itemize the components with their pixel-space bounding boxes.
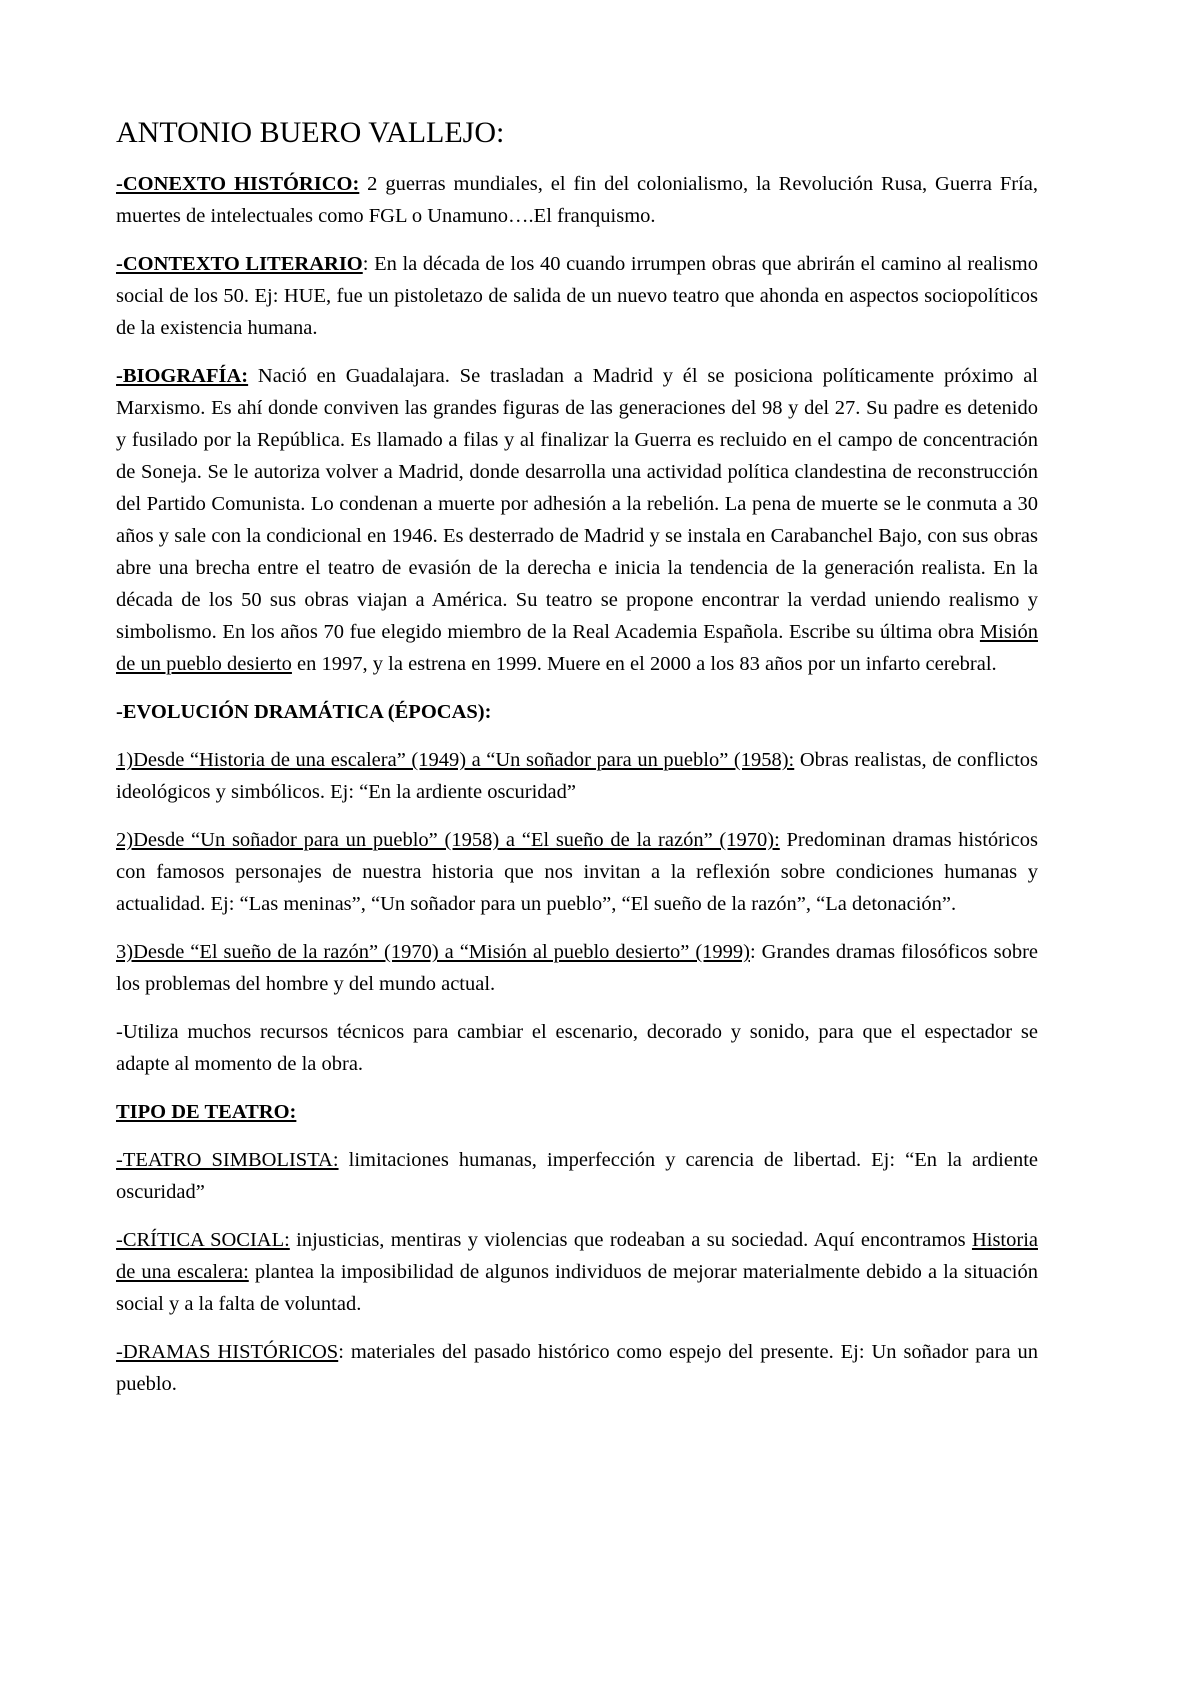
paragraph-epoca-3 xyxy=(116,936,1038,1000)
paragraph-contexto-historico xyxy=(116,168,1038,232)
paragraph-teatro-simbolista xyxy=(116,1144,1038,1208)
critica-social-text-after: plantea la imposibilidad de algunos individuos de mejorar materialmente debido a la situación social y a la falta de voluntad. xyxy=(116,1261,1039,1315)
critica-social-text-before: injusticias, mentiras y violencias que rodeaban a su sociedad. Aquí encontramos xyxy=(289,1229,972,1251)
tipo-teatro-heading xyxy=(116,1096,1038,1128)
biografia-label: -BIOGRAFÍA: xyxy=(116,365,249,387)
critica-social-label: -CRÍTICA SOCIAL: xyxy=(116,1229,290,1251)
paragraph-epoca-2 xyxy=(116,824,1038,920)
epoca-3-label: 3)Desde “El sueño de la razón” (1970) a “Misión al pueblo desierto” (1999) xyxy=(116,941,750,963)
paragraph-biografia xyxy=(116,360,1038,680)
document-body xyxy=(116,112,1038,1416)
paragraph-contexto-literario xyxy=(116,248,1038,344)
epoca-3-text: : Grandes dramas filosóficos sobre los problemas del hombre y del mundo actual. xyxy=(116,941,1038,995)
document-title: ANTONIO BUERO VALLEJO: xyxy=(116,116,505,149)
epoca-1-label: 1)Desde “Historia de una escalera” (1949) a “Un soñador para un pueblo” (1958): xyxy=(116,749,795,771)
epoca-2-label: 2)Desde “Un soñador para un pueblo” (1958) a “El sueño de la razón” (1970): xyxy=(116,829,780,851)
tipo-teatro-heading-text: TIPO DE TEATRO: xyxy=(116,1101,297,1123)
contexto-historico-label: -CONEXTO HISTÓRICO: xyxy=(116,173,360,195)
dramas-historicos-text: : materiales del pasado histórico como espejo del presente. Ej: Un soñador para un pueblo. xyxy=(116,1341,1038,1395)
teatro-simbolista-label: -TEATRO SIMBOLISTA: xyxy=(116,1149,339,1171)
teatro-simbolista-text: limitaciones humanas, imperfección y carencia de libertad. Ej: “En la ardiente oscuridad” xyxy=(116,1149,1039,1203)
epoca-2-text: Predominan dramas históricos con famosos personajes de nuestra historia que nos invitan a la reflexión sobre condiciones humanas y actualidad. Ej: “Las meninas”, “Un soñador para un pueblo”, “El sueño de la razón”, “La detonación”. xyxy=(116,829,1039,915)
epoca-1-text: Obras realistas, de conflictos ideológicos y simbólicos. Ej: “En la ardiente oscuridad” xyxy=(116,749,1038,803)
biografia-text-before: Nació en Guadalajara. Se trasladan a Madrid y él se posiciona políticamente próximo al Marxismo. Es ahí donde conviven las grandes figuras de las generaciones del 98 y del 27. Su padre es detenido y fusilado por la República. Es llamado a filas y al finalizar la Guerra es recluido en el campo de concentración de Soneja. Se le autoriza volver a Madrid, donde desarrolla una actividad política clandestina de reconstrucción del Partido Comunista. Lo condenan a muerte por adhesión a la rebelión. La pena de muerte se le conmuta a 30 años y sale con la condicional en 1946. Es desterrado de Madrid y se instala en Carabanchel Bajo, con sus obras abre una brecha entre el teatro de evasión de la derecha e inicia la tendencia de la generación realista. En la década de los 50 sus obras viajan a América. Su teatro se propone encontrar la verdad uniendo realismo y simbolismo. En los años 70 fue elegido miembro de la Real Academia Española. Escribe su última obra xyxy=(116,365,1038,643)
evolucion-heading-text: -EVOLUCIÓN DRAMÁTICA (ÉPOCAS): xyxy=(116,701,492,723)
dramas-historicos-label: -DRAMAS HISTÓRICOS xyxy=(116,1341,339,1363)
paragraph-critica-social xyxy=(116,1224,1038,1320)
evolucion-heading xyxy=(116,696,1038,728)
contexto-historico-text: 2 guerras mundiales, el fin del colonialismo, la Revolución Rusa, Guerra Fría, muertes de intelectuales como FGL o Unamuno….El franquismo. xyxy=(116,173,1038,227)
biografia-work-title: Misión de un pueblo desierto xyxy=(116,621,1038,675)
critica-social-work-title: Historia de una escalera: xyxy=(116,1229,1038,1283)
biografia-text-after: en 1997, y la estrena en 1999. Muere en el 2000 a los 83 años por un infarto cerebral. xyxy=(291,653,997,675)
contexto-literario-label: -CONTEXTO LITERARIO xyxy=(116,253,363,275)
paragraph-epoca-1 xyxy=(116,744,1038,808)
paragraph-recursos: -Utiliza muchos recursos técnicos para cambiar el escenario, decorado y sonido, para que el espectador se adapte al momento de la obra. xyxy=(116,1021,1038,1075)
paragraph-dramas-historicos xyxy=(116,1336,1038,1400)
contexto-literario-text: : En la década de los 40 cuando irrumpen obras que abrirán el camino al realismo social de los 50. Ej: HUE, fue un pistoletazo de salida de un nuevo teatro que ahonda en aspectos sociopolíticos de la existencia humana. xyxy=(116,253,1038,339)
